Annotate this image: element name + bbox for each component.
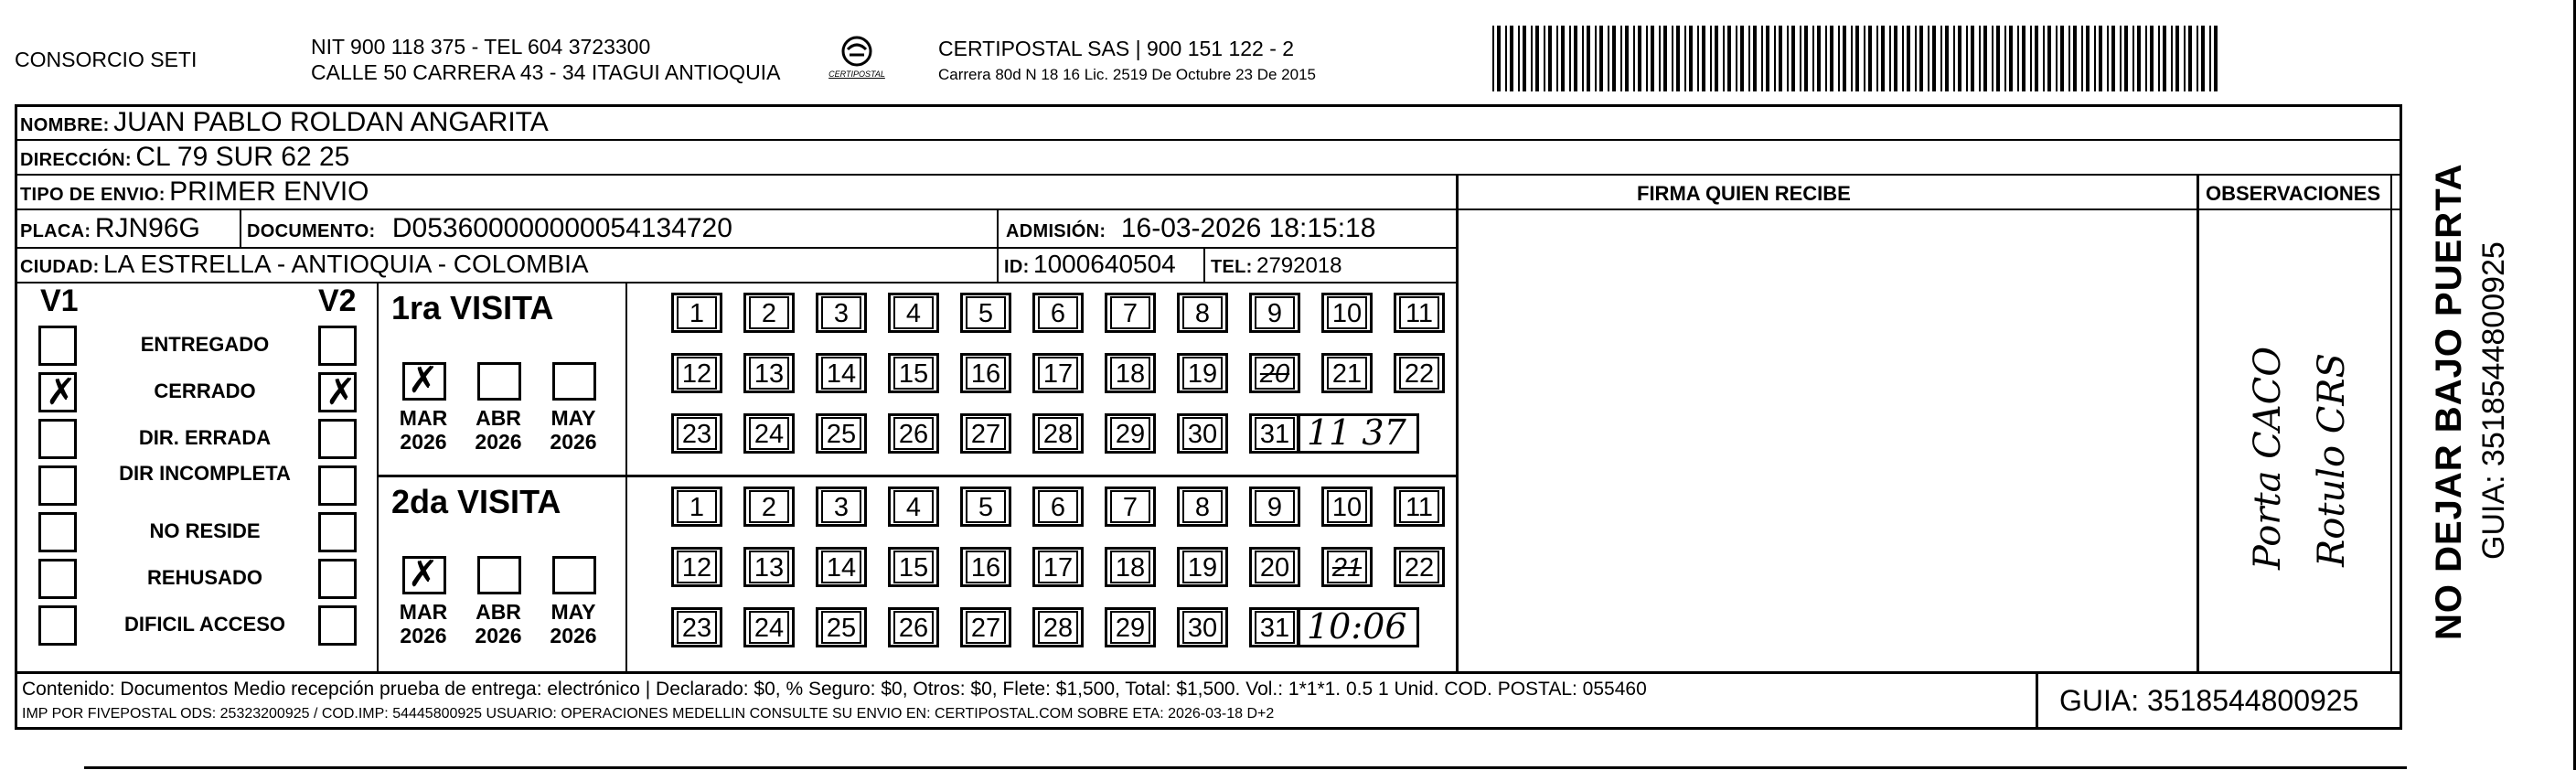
- v1-checkbox[interactable]: [38, 419, 77, 459]
- status-reason-label: NO RESIDE: [149, 519, 261, 542]
- visit-title: 2da VISITA: [391, 483, 561, 520]
- month-checkbox[interactable]: [477, 362, 521, 401]
- v2-checkbox[interactable]: [318, 326, 357, 366]
- id-value: 1000640504: [1033, 250, 1176, 278]
- month-label: MAR 2026: [399, 406, 448, 454]
- v2-label: V2: [318, 283, 357, 318]
- v1-checkbox[interactable]: [38, 465, 77, 506]
- time-box[interactable]: [1297, 607, 1419, 647]
- v1-check-mark: ✗: [46, 371, 77, 413]
- footer-guia: GUIA: 3518544800925: [2059, 684, 2359, 717]
- day-box[interactable]: 3: [816, 487, 867, 527]
- month-label: MAR 2026: [399, 600, 448, 647]
- day-box[interactable]: 10: [1321, 487, 1373, 527]
- day-box[interactable]: 2: [743, 487, 795, 527]
- day-box[interactable]: 5: [960, 487, 1011, 527]
- footer-imp: IMP POR FIVEPOSTAL ODS: 25323200925 / COD.IMP: 54445800925 USUARIO: OPERACIONES MEDELLIN CONSULTE SU ENVIO EN: CERTIPOSTAL.COM SOBRE ETA: 2026-03-18 D+2: [22, 706, 1275, 722]
- day-box[interactable]: 23: [671, 607, 722, 647]
- status-reason-label: DIFICIL ACCESO: [123, 613, 285, 636]
- nombre-row: [20, 107, 549, 138]
- nit-line-1: NIT 900 118 375 - TEL 604 3723300: [311, 35, 651, 59]
- day-box[interactable]: 1: [671, 487, 722, 527]
- v1-checkbox[interactable]: [38, 605, 77, 646]
- placa-label: PLACA:: [20, 221, 91, 241]
- day-box[interactable]: 13: [743, 547, 795, 587]
- certipostal-line-1: CERTIPOSTAL SAS | 900 151 122 - 2: [938, 37, 1295, 60]
- day-box[interactable]: 17: [1032, 353, 1084, 393]
- day-box[interactable]: 31: [1249, 413, 1300, 454]
- day-box[interactable]: 4: [888, 293, 939, 333]
- direccion-value: CL 79 SUR 62 25: [135, 142, 350, 172]
- nombre-label: NOMBRE:: [20, 115, 110, 135]
- month-check-mark: ✗: [408, 359, 439, 401]
- tel-row: [1211, 253, 1342, 279]
- status-reason-label: ENTREGADO: [140, 333, 270, 356]
- observaciones-notes: [2213, 274, 2378, 658]
- v2-checkbox[interactable]: [318, 559, 357, 599]
- observacion-2: Rotulo CRS: [2311, 353, 2353, 567]
- day-box[interactable]: 26: [888, 607, 939, 647]
- admision-label: ADMISIÓN:: [1006, 221, 1106, 241]
- certipostal-line-2: Carrera 80d N 18 16 Lic. 2519 De Octubre 23 De 2015: [938, 66, 1316, 83]
- status-reason-label: CERRADO: [154, 380, 256, 402]
- day-box[interactable]: 14: [816, 547, 867, 587]
- month-label: ABR 2026: [475, 406, 522, 454]
- status-reason-label: DIR. ERRADA: [138, 426, 272, 449]
- visit-title: 1ra VISITA: [391, 289, 554, 326]
- footer-contenido: Contenido: Documentos Medio recepción prueba de entrega: electrónico | Declarado: $0, % Seguro: $0, Otros: $0, Flete: $1,500, Total: $1,500. Vol.: 1*1*1. 0.5 1 Unid. COD. POSTAL: 055460: [22, 679, 1647, 700]
- day-box[interactable]: 5: [960, 293, 1011, 333]
- v2-check-mark: ✗: [326, 371, 357, 413]
- month-label: MAY 2026: [550, 406, 597, 454]
- day-box[interactable]: 28: [1032, 413, 1084, 454]
- company-name: CONSORCIO SETI: [15, 48, 198, 71]
- v2-checkbox[interactable]: [318, 419, 357, 459]
- day-box[interactable]: 20: [1249, 353, 1300, 393]
- day-box[interactable]: 9: [1249, 293, 1300, 333]
- documento-label: DOCUMENTO:: [247, 221, 376, 241]
- day-box[interactable]: 14: [816, 353, 867, 393]
- observaciones-header: OBSERVACIONES: [2206, 182, 2381, 205]
- day-box[interactable]: 24: [743, 413, 795, 454]
- id-label: ID:: [1004, 257, 1030, 277]
- day-box[interactable]: 23: [671, 413, 722, 454]
- day-box[interactable]: 4: [888, 487, 939, 527]
- time-box[interactable]: [1297, 413, 1419, 454]
- day-box[interactable]: 21: [1321, 547, 1373, 587]
- admision-row: [1006, 213, 1375, 244]
- day-box[interactable]: 19: [1177, 353, 1228, 393]
- day-box[interactable]: 8: [1177, 487, 1228, 527]
- v1-checkbox[interactable]: [38, 512, 77, 552]
- day-box[interactable]: 18: [1105, 353, 1156, 393]
- day-box[interactable]: 27: [960, 607, 1011, 647]
- day-box[interactable]: 16: [960, 353, 1011, 393]
- day-box[interactable]: 22: [1394, 547, 1445, 587]
- day-box[interactable]: 30: [1177, 413, 1228, 454]
- day-box[interactable]: 19: [1177, 547, 1228, 587]
- day-box[interactable]: 12: [671, 353, 722, 393]
- placa-row: [20, 213, 200, 244]
- day-box[interactable]: 17: [1032, 547, 1084, 587]
- day-box[interactable]: 24: [743, 607, 795, 647]
- ciudad-row: [20, 250, 589, 279]
- day-box[interactable]: 29: [1105, 413, 1156, 454]
- nombre-value: JUAN PABLO ROLDAN ANGARITA: [113, 107, 549, 137]
- nit-line-2: CALLE 50 CARRERA 43 - 34 ITAGUI ANTIOQUIA: [311, 60, 781, 84]
- day-box[interactable]: 22: [1394, 353, 1445, 393]
- logo-text: CERTIPOSTAL: [828, 70, 885, 79]
- id-row: [1004, 250, 1176, 279]
- day-box[interactable]: 16: [960, 547, 1011, 587]
- status-reason-label: REHUSADO: [147, 566, 262, 589]
- month-label: ABR 2026: [475, 600, 522, 647]
- month-checkbox[interactable]: [477, 556, 521, 594]
- day-box[interactable]: 31: [1249, 607, 1300, 647]
- day-box[interactable]: 29: [1105, 607, 1156, 647]
- documento-value: D053600000000054134720: [391, 213, 732, 243]
- documento-row: [247, 213, 732, 244]
- barcode-icon: [1492, 26, 2224, 91]
- day-box[interactable]: 6: [1032, 293, 1084, 333]
- day-box[interactable]: 9: [1249, 487, 1300, 527]
- month-checkbox[interactable]: [552, 556, 596, 594]
- day-box[interactable]: 21: [1321, 353, 1373, 393]
- tipo-envio-label: TIPO DE ENVIO:: [20, 185, 166, 205]
- admision-value: 16-03-2026 18:15:18: [1120, 213, 1376, 243]
- day-box[interactable]: 7: [1105, 293, 1156, 333]
- day-box[interactable]: 11: [1394, 293, 1445, 333]
- direccion-label: DIRECCIÓN:: [20, 150, 132, 170]
- day-box[interactable]: 30: [1177, 607, 1228, 647]
- day-box[interactable]: 15: [888, 547, 939, 587]
- v1-checkbox[interactable]: [38, 326, 77, 366]
- day-box[interactable]: 12: [671, 547, 722, 587]
- time-handwritten: 11 37: [1307, 412, 1406, 453]
- day-box[interactable]: 13: [743, 353, 795, 393]
- certipostal-logo: [818, 33, 896, 88]
- day-box[interactable]: 10: [1321, 293, 1373, 333]
- no-dejar-bajo-puerta: NO DEJAR BAJO PUERTA: [2429, 163, 2469, 640]
- day-box[interactable]: 25: [816, 413, 867, 454]
- day-box[interactable]: 28: [1032, 607, 1084, 647]
- tel-label: TEL:: [1211, 257, 1253, 277]
- v2-checkbox[interactable]: [318, 465, 357, 506]
- side-guia: GUIA: 3518544800925: [2476, 241, 2511, 560]
- ciudad-label: CIUDAD:: [20, 257, 100, 277]
- status-reason-label: DIR INCOMPLETA: [119, 462, 291, 485]
- day-box[interactable]: 11: [1394, 487, 1445, 527]
- ciudad-value: LA ESTRELLA - ANTIOQUIA - COLOMBIA: [103, 250, 589, 278]
- v1-label: V1: [40, 283, 79, 318]
- day-box[interactable]: 3: [816, 293, 867, 333]
- day-box[interactable]: 8: [1177, 293, 1228, 333]
- day-box[interactable]: 15: [888, 353, 939, 393]
- day-box[interactable]: 26: [888, 413, 939, 454]
- tel-value: 2792018: [1256, 253, 1342, 278]
- v2-checkbox[interactable]: [318, 512, 357, 552]
- tipo-envio-row: [20, 176, 369, 208]
- month-checkbox[interactable]: [552, 362, 596, 401]
- day-box[interactable]: 27: [960, 413, 1011, 454]
- day-box[interactable]: 7: [1105, 487, 1156, 527]
- day-box[interactable]: 18: [1105, 547, 1156, 587]
- day-box[interactable]: 20: [1249, 547, 1300, 587]
- month-label: MAY 2026: [550, 600, 597, 647]
- day-box[interactable]: 2: [743, 293, 795, 333]
- v1-checkbox[interactable]: [38, 559, 77, 599]
- day-box[interactable]: 6: [1032, 487, 1084, 527]
- direccion-row: [20, 142, 349, 173]
- day-box[interactable]: 25: [816, 607, 867, 647]
- firma-header: FIRMA QUIEN RECIBE: [1637, 182, 1851, 205]
- observacion-1: Porta CACO: [2247, 346, 2289, 570]
- v2-checkbox[interactable]: [318, 605, 357, 646]
- month-check-mark: ✗: [408, 553, 439, 595]
- tipo-envio-value: PRIMER ENVIO: [169, 176, 369, 207]
- placa-value: RJN96G: [94, 213, 200, 243]
- day-box[interactable]: 1: [671, 293, 722, 333]
- time-handwritten: 10:06: [1307, 606, 1407, 647]
